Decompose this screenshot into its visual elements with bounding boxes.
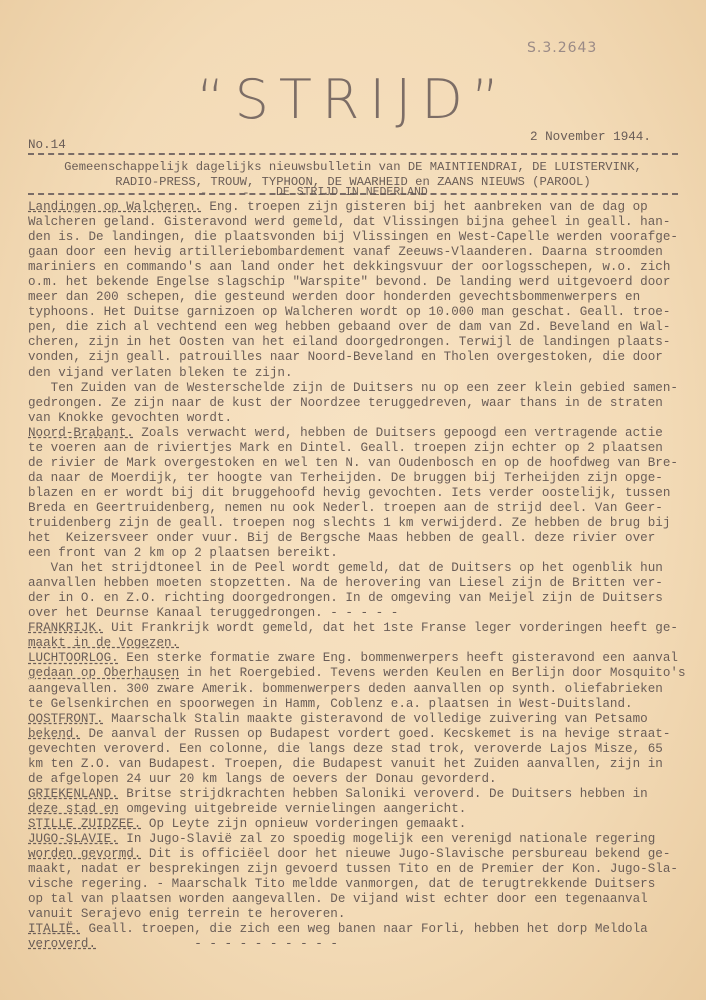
text-line — [28, 305, 698, 320]
text-line — [28, 832, 698, 847]
issue-number: No.14 — [28, 138, 66, 152]
topic-heading: Landingen op Walcheren. — [28, 200, 202, 214]
text-line — [28, 787, 698, 802]
subtitle-line: Gemeenschappelijk dagelijks nieuwsbulletin van DE MAINTIENDRAI, DE LUISTERVINK, — [64, 160, 642, 174]
section-dashes: - - — [200, 186, 264, 200]
line-text: Uit Frankrijk wordt gemeld, dat het 1ste Franse leger vorderingen heeft ge- — [103, 621, 678, 636]
line-text: Eng. troepen zijn gisteren bij het aanbreken van de dag op — [201, 200, 648, 214]
line-text: in het Roergebied. Tevens werden Keulen en Berlijn door Mosquito's — [179, 666, 686, 681]
topic-heading: OOSTFRONT. — [28, 711, 104, 726]
text-line — [28, 320, 698, 335]
topic-heading: veroverd. — [28, 937, 97, 952]
line-text: da naar de Moerdijk, ter hoogte van Terheijden. De bruggen bij Terheijden zijn opge- — [28, 470, 663, 485]
line-text: maakt, nadat er besprekingen zijn gevoerd tussen Tito en de Premier der Kon. Jugo-Sla- — [28, 862, 678, 877]
line-text: Breda en Geertruidenberg, nemen nu ook Nederl. troepen aan de strijd deel. Van Geer- — [28, 500, 663, 515]
text-line — [28, 350, 698, 365]
text-line — [28, 561, 698, 576]
line-text: op tal van plaatsen worden aangevallen. De vijand wist echter door een tegenaanval — [28, 892, 648, 907]
line-text: vonden, zijn geall. patrouilles naar Noord-Beveland en Tholen overgestoken, die door — [28, 350, 663, 365]
line-text: pen, die zich al vechtend een weg hebben gebaand over de dam van Zd. Beveland en Wal- — [28, 320, 671, 335]
line-text: over het Deurnse Kanaal teruggedrongen. - - - - - — [28, 606, 399, 621]
line-text: blazen en er wordt bij dit bruggehoofd hevig gevochten. Iets verder oostelijk, tussen — [28, 485, 671, 500]
text-line — [28, 727, 698, 742]
text-line — [28, 937, 698, 952]
line-text: Maarschalk Stalin maakte gisteravond de volledige zuivering van Petsamo — [103, 711, 648, 726]
text-line — [28, 606, 698, 621]
line-text: den vijand verlaten bleken te zijn. — [28, 365, 293, 380]
text-line — [28, 862, 698, 877]
topic-heading: gedaan op Oberhausen — [28, 666, 180, 681]
line-text: Op Leyte zijn opnieuw vorderingen gemaakt. — [141, 816, 467, 831]
text-line — [28, 411, 698, 426]
line-text: Dit is officiëel door het nieuwe Jugo-Slavische persbureau bekend ge- — [141, 847, 671, 862]
line-text: cheren, zijn in het Oosten van het eiland doorgedrongen. Terwijl de landingen plaats- — [28, 335, 671, 350]
text-line — [28, 200, 698, 215]
text-line — [28, 456, 698, 471]
text-line — [28, 742, 698, 757]
text-line — [28, 486, 698, 501]
line-text: km ten Z.O. van Budapest. Troepen, die Budapest vanuit het Zuiden aanvallen, zijn in — [28, 756, 663, 771]
text-line — [28, 591, 698, 606]
line-text: de rivier de Mark overgestoken en wel ten N. van Oudenbosch en op de hoofdweg van Bre- — [28, 455, 678, 470]
line-text: den is. De landingen, die plaatsvonden bij Vlissingen en West-Capelle werden voorafge- — [28, 230, 678, 245]
text-line — [28, 817, 698, 832]
line-text: typhoons. Het Duitse garnizoen op Walcheren wordt op 10.000 man geschat. Geall. troe- — [28, 305, 671, 320]
line-text: gaan door een hevig artilleriebombardement vanaf Zeeuws-Vlaanderen. Daarna stroomden — [28, 245, 663, 260]
article-body — [28, 200, 698, 952]
text-line — [28, 697, 698, 712]
line-text: van Knokke gevochten wordt. — [28, 410, 233, 425]
line-text: o.m. het bekende Engelse slagschip "Warspite" bevond. De landing werd uitgevoerd door — [28, 275, 671, 290]
text-line — [28, 712, 698, 727]
line-text: De aanval der Russen op Budapest vordert goed. Kecskemet is na hevige straat- — [80, 726, 671, 741]
line-text: meer dan 200 schepen, die gesteund werden door honderden gevechtsbommenwerpers en — [28, 290, 641, 305]
text-line — [28, 366, 698, 381]
line-text: In Jugo-Slavië zal zo spoedig mogelijk een verenigd nationale regering — [118, 831, 656, 846]
text-line — [28, 275, 698, 290]
text-line — [28, 682, 698, 697]
line-text: vische regering. - Maarschalk Tito meldde vanmorgen, dat de terugtrekkende Duitsers — [28, 877, 656, 892]
topic-heading: LUCHTOORLOG. — [28, 651, 119, 666]
text-line — [28, 802, 698, 817]
text-line — [28, 426, 698, 441]
line-text: Zoals verwacht werd, hebben de Duitsers gepoogd een vertragende actie — [133, 425, 663, 440]
text-line — [28, 892, 698, 907]
line-text: Ten Zuiden van de Westerschelde zijn de Duitsers nu op een zeer klein gebied samen- — [28, 380, 678, 395]
line-text: Van het strijdtoneel in de Peel wordt gemeld, dat de Duitsers op het ogenblik hun — [28, 561, 663, 576]
line-text: gedrongen. Ze zijn naar de kust der Noordzee teruggedreven, waar thans in de straten — [28, 395, 663, 410]
subtitle-line: RADIO-PRESS, TROUW, TYPHOON, DE WAARHEID en ZAANS NIEUWS (PAROOL) — [115, 175, 591, 189]
text-line — [28, 772, 698, 787]
text-line — [28, 230, 698, 245]
text-line — [28, 922, 698, 937]
text-line — [28, 260, 698, 275]
text-line — [28, 907, 698, 922]
text-line — [28, 245, 698, 260]
line-text: - - - - - - - - - - — [96, 937, 338, 952]
text-line — [28, 396, 698, 411]
line-text: het Keizersveer onder vuur. Bij de Bergsche Maas hebben de geall. deze rivier over — [28, 531, 656, 546]
archive-stamp: S.3.2643 — [527, 40, 598, 56]
line-text: gevechten veroverd. Een colonne, die langs deze stad trok, veroverde Lajos Misze, 65 — [28, 741, 663, 756]
text-line — [28, 471, 698, 486]
divider — [28, 153, 678, 155]
line-text: vanuit Serajevo enig terrein te heroveren. — [28, 907, 346, 922]
line-text: truidenberg zijn de geall. troepen nog slechts 1 km verwijderd. Ze hebben de brug bij — [28, 515, 671, 530]
text-line — [28, 516, 698, 531]
text-line — [28, 757, 698, 772]
line-text: mariniers en commando's aan land onder het dekkingsvuur der oorlogsschepen, w.o. zich — [28, 260, 671, 275]
text-line — [28, 215, 698, 230]
line-text: een front van 2 km op 2 plaatsen bereikt. — [28, 546, 338, 561]
text-line — [28, 651, 698, 666]
line-text: Walcheren geland. Gisteravond werd gemeld, dat Vlissingen bijna geheel in geall. han- — [28, 215, 671, 230]
text-line — [28, 666, 698, 681]
issue-date: 2 November 1944. — [530, 130, 651, 144]
line-text: Geall. troepen, die zich een weg banen naar Forli, hebben het dorp Meldola — [80, 922, 648, 937]
text-line — [28, 335, 698, 350]
line-text: te voeren aan de riviertjes Mark en Dintel. Geall. troepen zijn echter op 2 plaatsen — [28, 440, 663, 455]
text-line — [28, 621, 698, 636]
line-text: aangevallen. 300 zware Amerik. bommenwerpers deden aanvallen op synth. oliefabrieken — [28, 681, 663, 696]
topic-heading: ITALIË. — [28, 922, 81, 937]
topic-heading: Noord-Brabant. — [28, 425, 134, 440]
text-line — [28, 501, 698, 516]
topic-heading: GRIEKENLAND. — [28, 786, 119, 801]
topic-heading: FRANKRIJK. — [28, 621, 104, 636]
line-text: te Gelsenkirchen en spoorwegen in Hamm, Coblenz e.a. plaatsen in West-Duitsland. — [28, 696, 633, 711]
line-text: aanvallen hebben moeten stopzetten. Na de herovering van Liesel zijn de Britten ver- — [28, 576, 663, 591]
line-text: Britse strijdkrachten hebben Saloniki veroverd. De Duitsers hebben in — [118, 786, 648, 801]
text-line — [28, 576, 698, 591]
topic-heading: JUGO-SLAVIE. — [28, 831, 119, 846]
text-line — [28, 847, 698, 862]
topic-heading: deze stad en — [28, 801, 119, 816]
line-text: Een sterke formatie zware Eng. bommenwerpers heeft gisteravond een aanval — [118, 651, 678, 666]
text-line — [28, 546, 698, 561]
topic-heading: worden gevormd. — [28, 847, 142, 862]
text-line — [28, 636, 698, 651]
newsletter-title: “STRIJD” — [196, 68, 510, 131]
line-text: de afgelopen 24 uur 20 km langs de oevers der Donau gevorderd. — [28, 771, 497, 786]
text-line — [28, 290, 698, 305]
text-line — [28, 441, 698, 456]
section-heading: DE STRIJD IN NEDERLAND — [276, 186, 428, 199]
topic-heading: STILLE ZUIDZEE. — [28, 816, 142, 831]
topic-heading: maakt in de Vogezen. — [28, 636, 180, 651]
topic-heading: bekend. — [28, 726, 81, 741]
text-line — [28, 531, 698, 546]
text-line — [28, 877, 698, 892]
text-line — [28, 381, 698, 396]
line-text: omgeving uitgebreide vernielingen aangericht. — [118, 801, 467, 816]
line-text: der in O. en Z.O. richting doorgedrongen. In de omgeving van Meijel zijn de Duitsers — [28, 591, 663, 606]
